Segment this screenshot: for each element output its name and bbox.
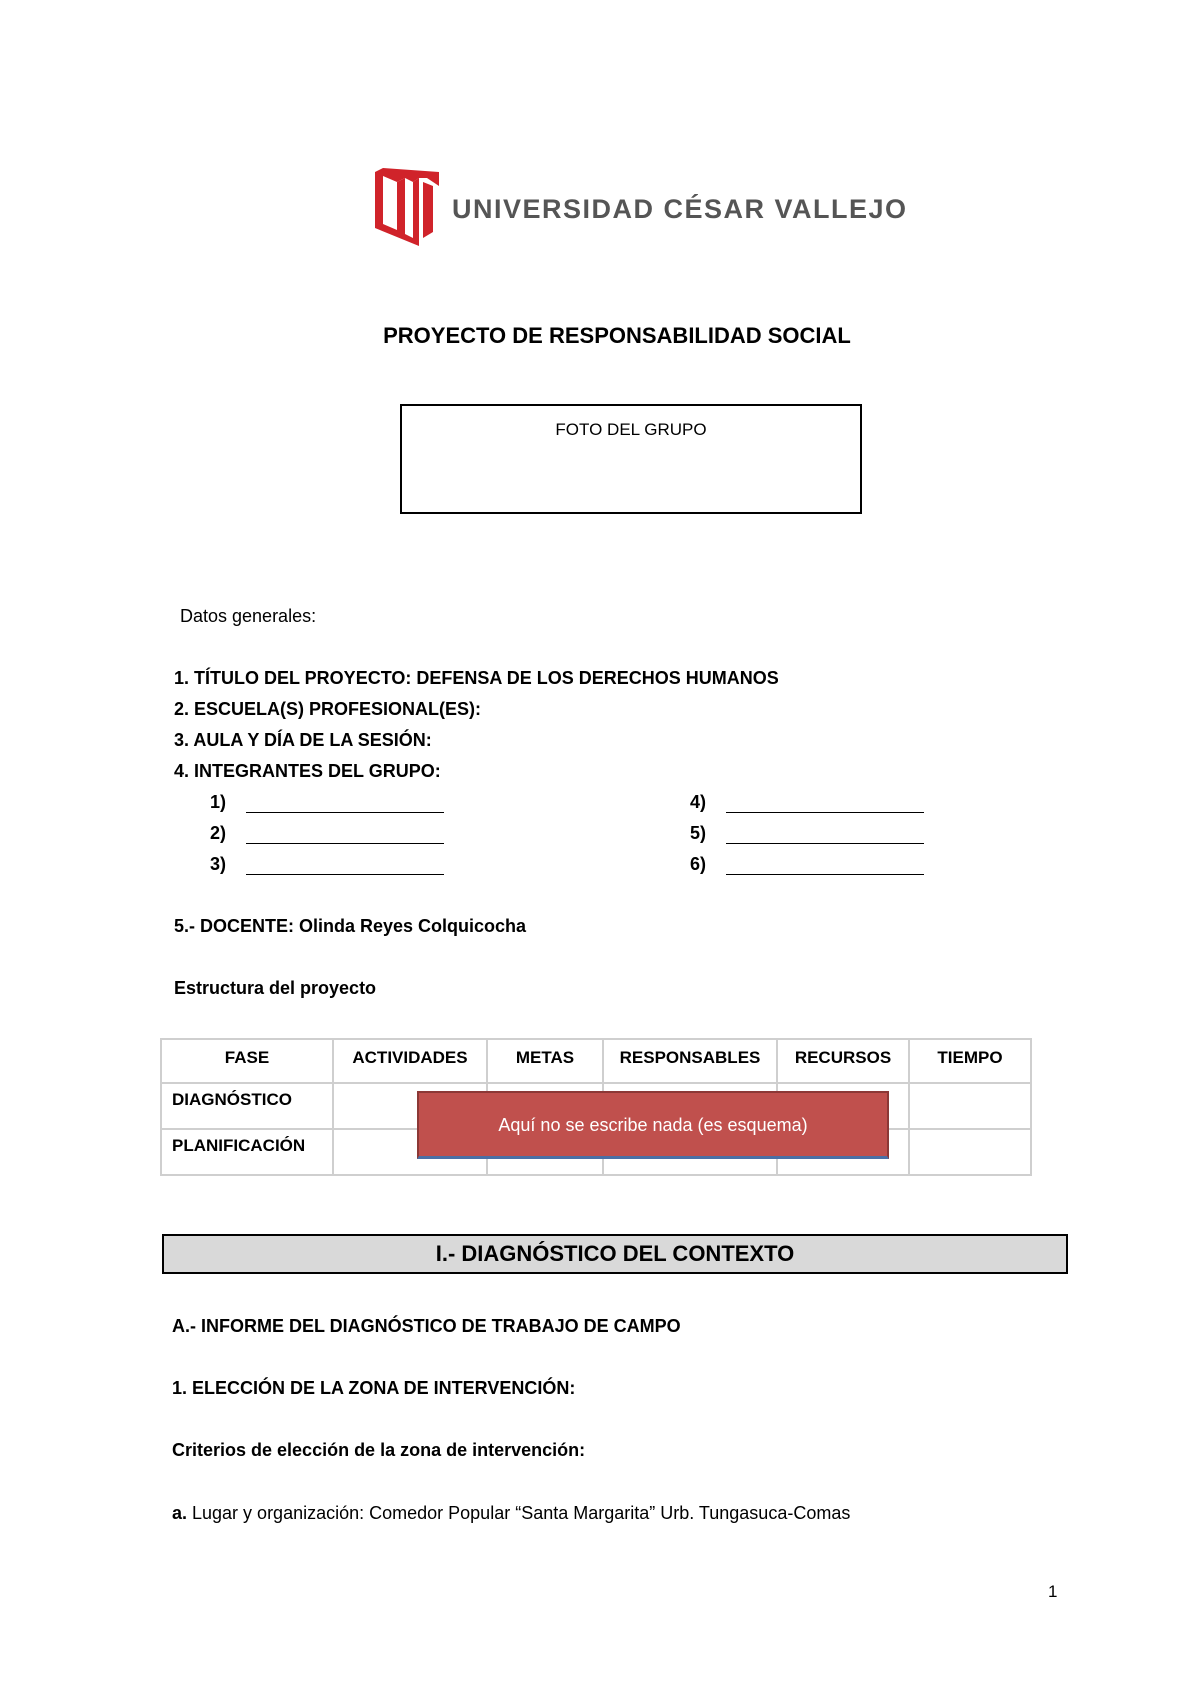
member-number: 2) [210,823,227,843]
column-header: RESPONSABLES [603,1039,777,1083]
document-title: PROYECTO DE RESPONSABILIDAD SOCIAL [383,323,851,348]
phase-cell: DIAGNÓSTICO [161,1083,333,1129]
member-blank [246,856,444,875]
member-blank [726,825,924,844]
point-a-marker: a. [172,1503,188,1523]
members-item: 4. INTEGRANTES DEL GRUPO: [174,761,441,781]
phase-cell: PLANIFICACIÓN [161,1129,333,1175]
column-header: ACTIVIDADES [333,1039,487,1083]
member-line [690,792,924,813]
section-banner: I.- DIAGNÓSTICO DEL CONTEXTO [162,1234,1068,1274]
column-header: METAS [487,1039,603,1083]
column-header: FASE [161,1039,333,1083]
page-number: 1 [1048,1582,1058,1601]
member-blank [726,856,924,875]
member-line [690,854,924,875]
university-logo-text: UNIVERSIDAD CÉSAR VALLEJO [452,194,908,224]
general-data-heading: Datos generales: [180,606,317,626]
member-blank [246,794,444,813]
field-report-heading: A.- INFORME DEL DIAGNÓSTICO DE TRABAJO DE CAMPO [172,1316,681,1336]
group-photo-box [400,404,862,514]
member-number: 4) [690,792,707,812]
member-line [210,823,444,844]
member-blank [246,825,444,844]
logo-shield-icon [375,168,439,246]
member-number: 5) [690,823,707,843]
point-a [172,1503,850,1524]
criteria-heading: Criterios de elección de la zona de intervención: [172,1440,586,1460]
member-line [210,792,444,813]
column-header: RECURSOS [777,1039,909,1083]
schema-note-box: Aquí no se escribe nada (es esquema) [417,1091,889,1159]
classroom-item: 3. AULA Y DÍA DE LA SESIÓN: [174,730,432,750]
school-item: 2. ESCUELA(S) PROFESIONAL(ES): [174,699,482,719]
teacher-item: 5.- DOCENTE: Olinda Reyes Colquicocha [174,916,527,936]
table-header-row [161,1039,1031,1083]
table-cell [909,1083,1031,1129]
project-title-item: 1. TÍTULO DEL PROYECTO: DEFENSA DE LOS DERECHOS HUMANOS [174,668,779,688]
point-a-text: Lugar y organización: Comedor Popular “Santa Margarita” Urb. Tungasuca-Comas [187,1503,851,1523]
member-blank [726,794,924,813]
member-number: 6) [690,854,707,874]
member-line [210,854,444,875]
structure-heading: Estructura del proyecto [174,978,377,998]
university-logo-emblem [375,168,439,246]
column-header: TIEMPO [909,1039,1031,1083]
table-cell [909,1129,1031,1175]
group-photo-label: FOTO DEL GRUPO [555,420,707,439]
zone-selection-heading: 1. ELECCIÓN DE LA ZONA DE INTERVENCIÓN: [172,1378,576,1398]
member-number: 1) [210,792,227,812]
member-number: 3) [210,854,227,874]
member-line [690,823,924,844]
